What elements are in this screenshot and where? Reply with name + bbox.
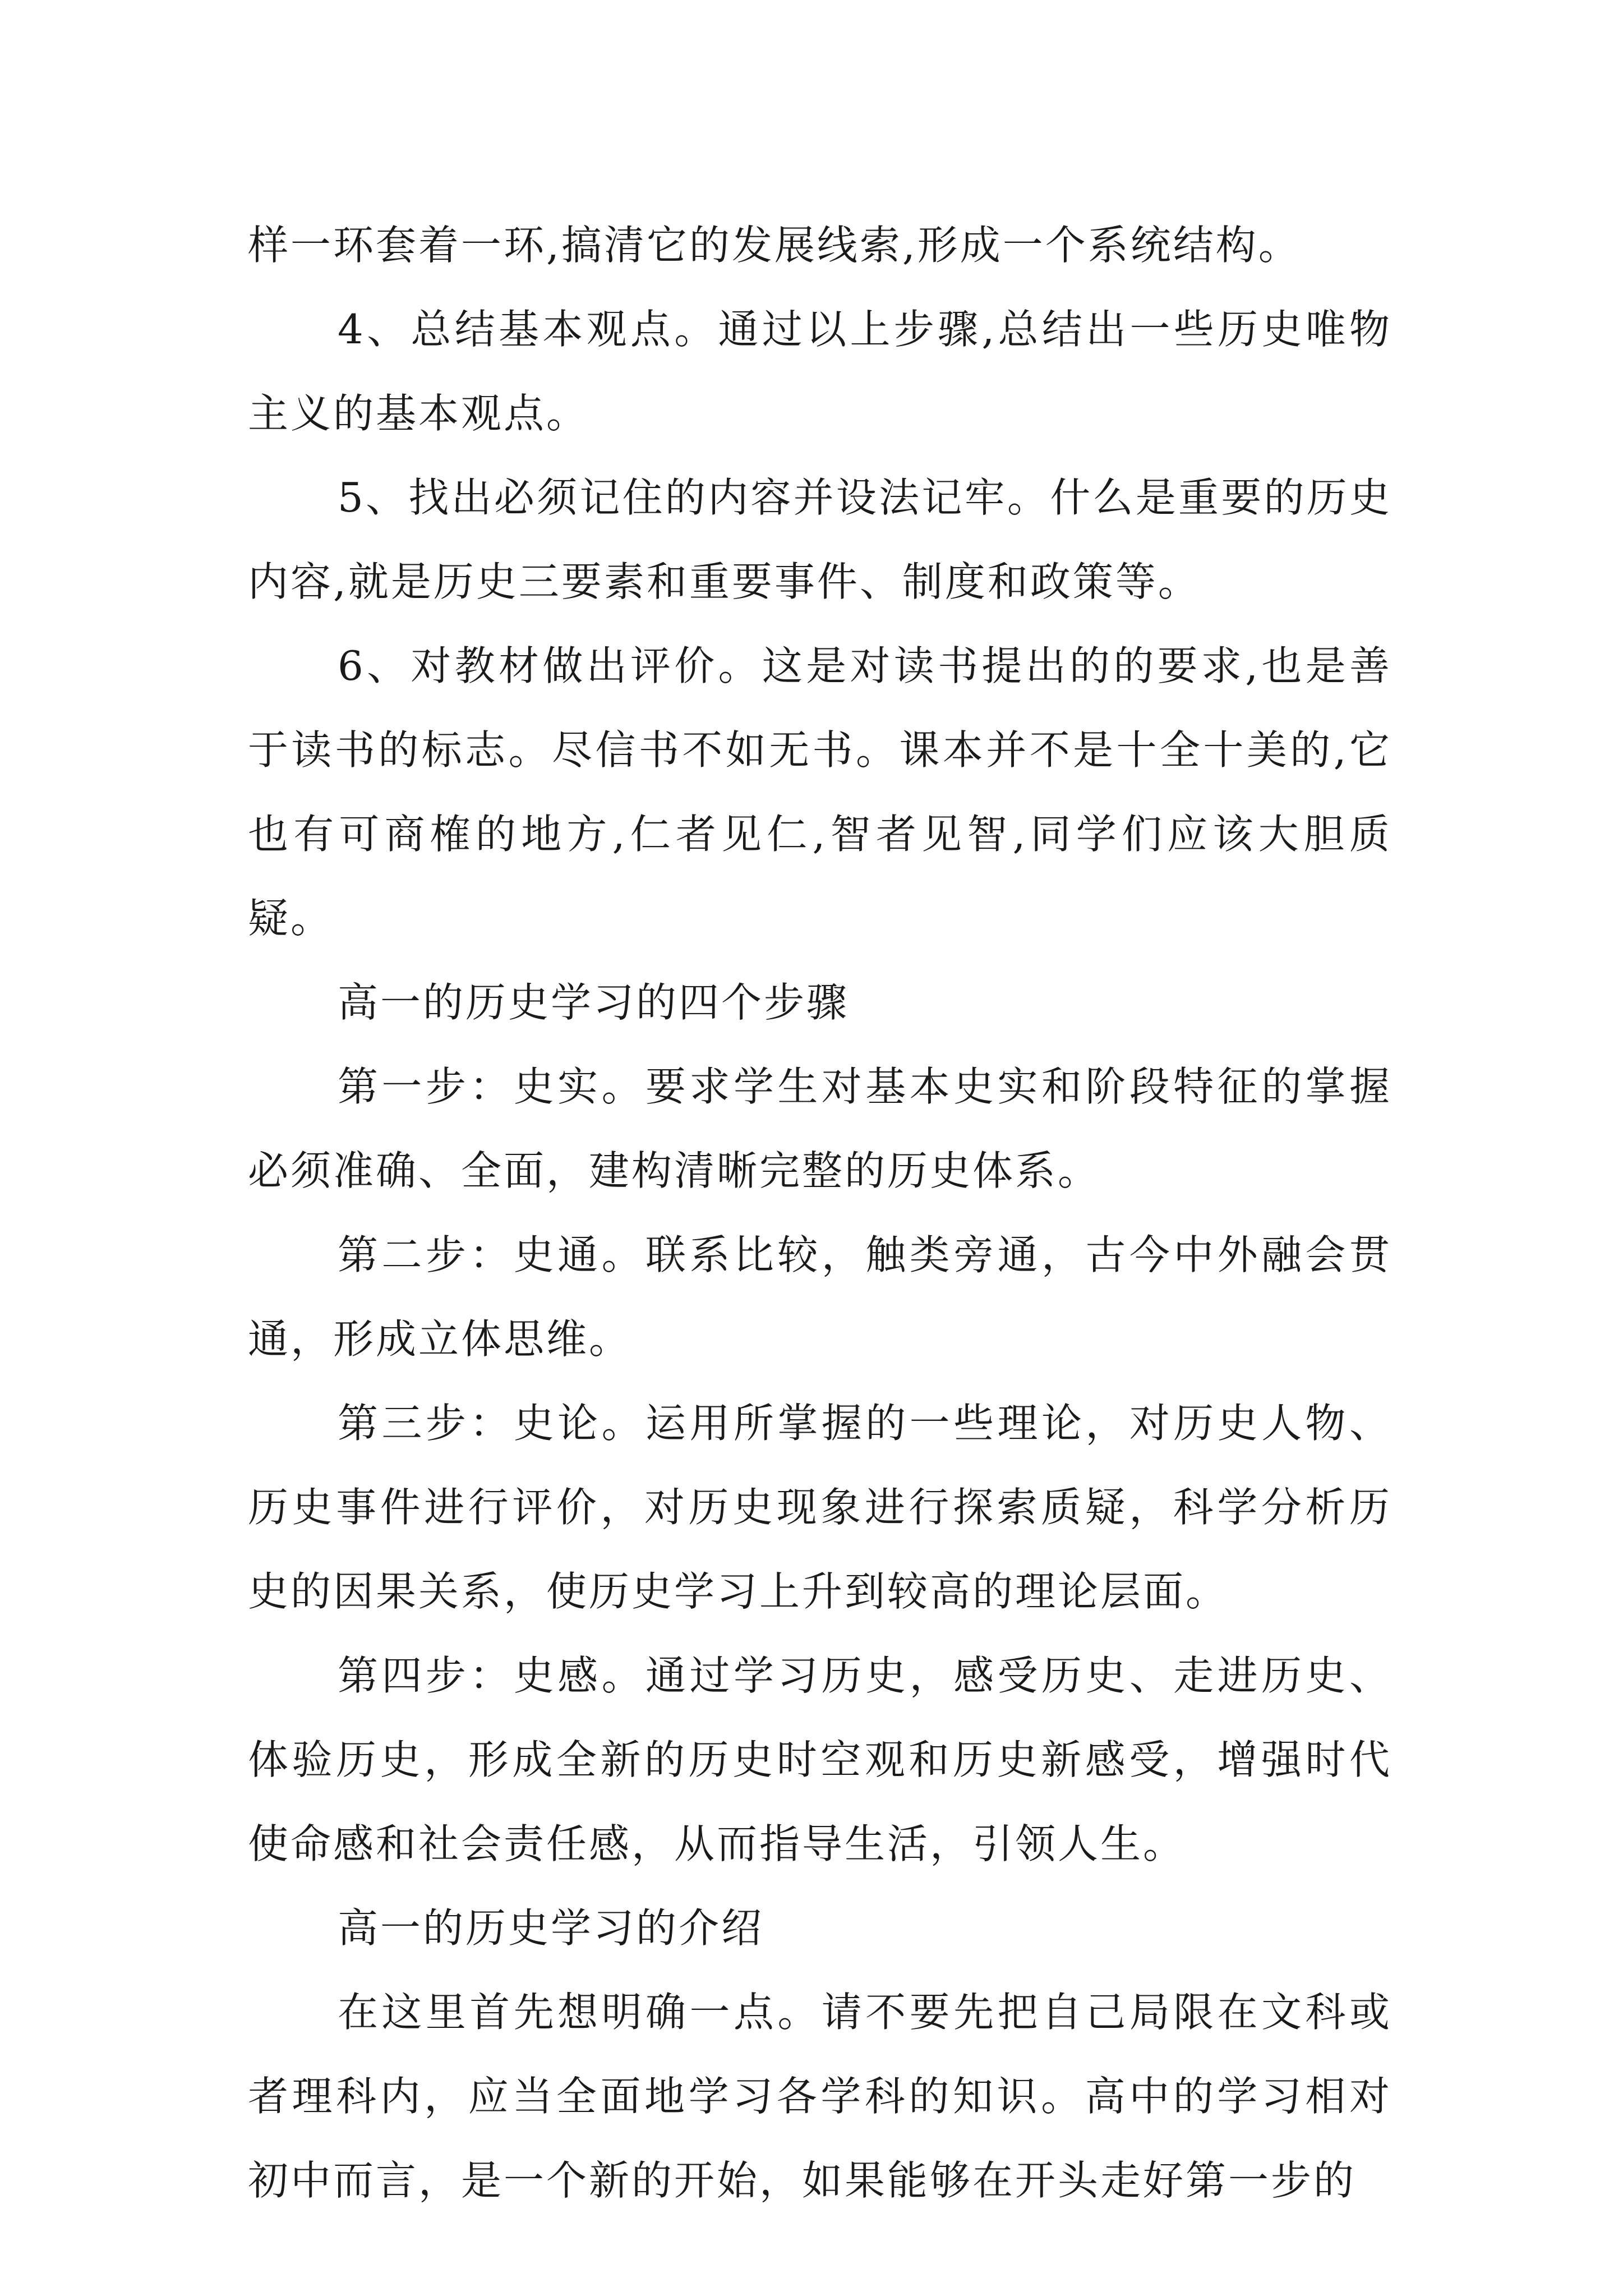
paragraph-introduction: 在这里首先想明确一点。请不要先把自己局限在文科或者理科内，应当全面地学习各学科的知识。高中的学习相对初中而言，是一个新的开始，如果能够在开头走好第一步的 — [248, 1989, 1392, 2204]
paragraph-third-step: 第三步：史论。运用所掌握的一些理论，对历史人物、历史事件进行评价，对历史现象进行探索质疑，科学分析历史的因果关系，使历史学习上升到较高的理论层面。 — [248, 1400, 1392, 1615]
paragraph-first-step: 第一步：史实。要求学生对基本史实和阶段特征的掌握必须准确、全面，建构清晰完整的历史体系。 — [248, 1063, 1392, 1194]
section-heading-introduction: 高一的历史学习的介绍 — [338, 1904, 764, 1952]
document-body — [248, 203, 1392, 2223]
paragraph-fourth-step: 第四步：史感。通过学习历史，感受历史、走进历史、体验历史，形成全新的历史时空观和历史新感受，增强时代使命感和社会责任感，从而指导生活，引领人生。 — [248, 1652, 1392, 1867]
section-heading-four-steps: 高一的历史学习的四个步骤 — [338, 979, 850, 1026]
paragraph-step-5: 5、找出必须记住的内容并设法记牢。什么是重要的历史内容,就是历史三要素和重要事件、制度和政策等。 — [248, 474, 1392, 605]
paragraph-continuation: 样一环套着一环,搞清它的发展线索,形成一个系统结构。 — [248, 222, 1301, 269]
paragraph-step-6: 6、对教材做出评价。这是对读书提出的的要求,也是善于读书的标志。尽信书不如无书。课本并不是十全十美的,它也有可商榷的地方,仁者见仁,智者见智,同学们应该大胆质疑。 — [248, 642, 1392, 942]
paragraph-step-4: 4、总结基本观点。通过以上步骤,总结出一些历史唯物主义的基本观点。 — [248, 306, 1392, 437]
paragraph-second-step: 第二步：史通。联系比较，触类旁通，古今中外融会贯通，形成立体思维。 — [248, 1231, 1392, 1363]
